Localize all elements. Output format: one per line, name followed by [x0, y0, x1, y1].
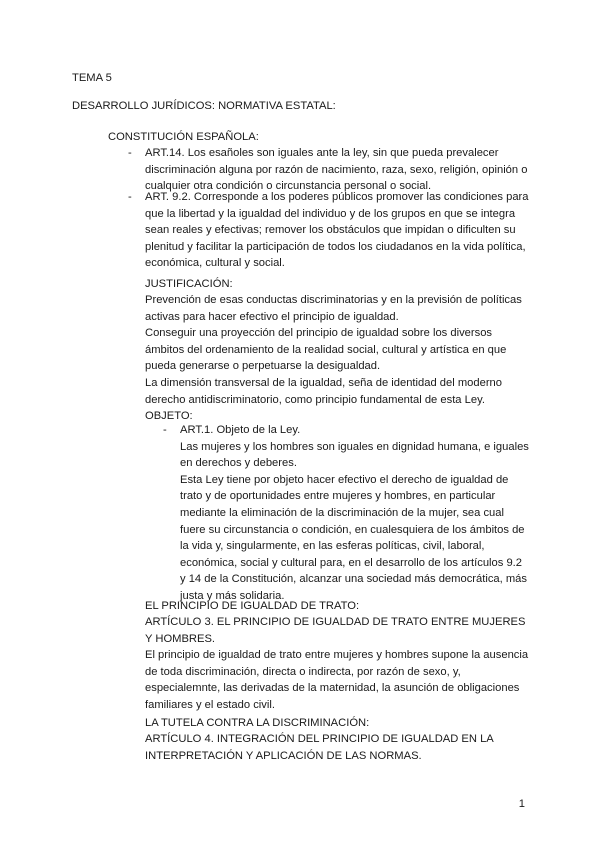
text-line: Las mujeres y los hombres son iguales en dignidad humana, e iguales [180, 440, 529, 453]
text-line: discriminación alguna por razón de nacimiento, raza, sexo, religión, opinión o [145, 163, 528, 176]
text-line: derecho antidiscriminatorio, como principio fundamental de esta Ley. [145, 393, 485, 406]
art92-text [145, 189, 529, 272]
tutela-title: LA TUTELA CONTRA LA DISCRIMINACIÓN: [145, 717, 370, 729]
text-line: ámbitos del ordenamiento de la realidad social, cultural y artística en que [145, 343, 507, 356]
text-line: fuere su circunstancia o condición, en cualesquiera de los ámbitos de [180, 523, 525, 536]
objeto-text [180, 422, 529, 605]
objeto-title: OBJETO: [145, 410, 193, 422]
tema-label: TEMA 5 [72, 72, 112, 84]
bullet-dash-art14: - [128, 147, 132, 159]
text-line: sean reales y efectivas; remover los obstáculos que impidan o dificulten su [145, 224, 516, 237]
text-line: El principio de igualdad de trato entre mujeres y hombres supone la ausencia [145, 649, 529, 662]
section-heading: DESARROLLO JURÍDICOS: NORMATIVA ESTATAL: [72, 100, 336, 112]
justificacion-text [145, 292, 522, 408]
text-line: activas para hacer efectivo el principio de igualdad. [145, 310, 399, 323]
principio-text [145, 614, 528, 714]
text-line: mediante la eliminación de la discriminación de la mujer, sea cual [180, 506, 504, 519]
text-line: ART. 9.2. Corresponde a los poderes públicos promover las condiciones para [145, 191, 529, 203]
text-line: especialemnte, las derivadas de la maternidad, la asunción de obligaciones [145, 682, 520, 695]
text-line: plenitud y facilitar la participación de todos los ciudadanos en la vida política, [145, 240, 526, 253]
text-line: económica, cultural y social. [145, 257, 285, 270]
text-line: trato y de oportunidades entre mujeres y hombres, en particular [180, 490, 496, 503]
text-line: La dimensión transversal de la igualdad, seña de identidad del moderno [145, 376, 502, 389]
text-line: que la libertad y la igualdad del individuo y de los grupos en que se integra [145, 207, 516, 220]
text-line: ART.14. Los esañoles son iguales ante la ley, sin que pueda prevalecer [145, 147, 499, 159]
text-line: Conseguir una proyección del principio de igualdad sobre los diversos [145, 327, 493, 340]
text-line: familiares y el estado civil. [145, 698, 275, 711]
principio-title: EL PRINCIPIO DE IGUALDAD DE TRATO: [145, 600, 360, 612]
text-line: INTERPRETACIÓN Y APLICACIÓN DE LAS NORMAS. [145, 749, 422, 762]
text-line: cualquier otra condición o circunstancia personal o social. [145, 180, 432, 193]
text-line: y 14 de la Constitución, alcanzar una sociedad más democrática, más [180, 573, 527, 586]
text-line: de toda discriminación, directa o indirecta, por razón de sexo, y, [145, 665, 461, 678]
text-line: Y HOMBRES. [145, 632, 216, 645]
text-line: ARTÍCULO 4. INTEGRACIÓN DEL PRINCIPIO DE IGUALDAD EN LA [145, 733, 494, 745]
text-line: ART.1. Objeto de la Ley. [180, 424, 301, 436]
text-line: pueda generarse o perpetuarse la desigualdad. [145, 360, 381, 373]
text-line: ARTÍCULO 3. EL PRINCIPIO DE IGUALDAD DE TRATO ENTRE MUJERES [145, 616, 526, 628]
text-line: en derechos y deberes. [180, 457, 297, 470]
text-line: la vida y, singularmente, en las esferas políticas, civil, laboral, [180, 540, 485, 553]
text-line: Prevención de esas conductas discriminatorias y en la previsión de políticas [145, 294, 522, 306]
art14-text [145, 145, 527, 195]
text-line: Esta Ley tiene por objeto hacer efectivo el derecho de igualdad de [180, 473, 509, 486]
constitucion-title: CONSTITUCIÓN ESPAÑOLA: [108, 131, 259, 143]
text-line: justa y más solidaria. [180, 589, 285, 602]
justificacion-title: JUSTIFICACIÓN: [145, 278, 233, 290]
bullet-dash-art92: - [128, 191, 132, 203]
bullet-dash-art1: - [163, 424, 167, 436]
page-number: 1 [518, 798, 525, 810]
text-line: económica, social y cultural para, en el desarrollo de los artículos 9.2 [180, 556, 523, 569]
tutela-text [145, 731, 494, 764]
